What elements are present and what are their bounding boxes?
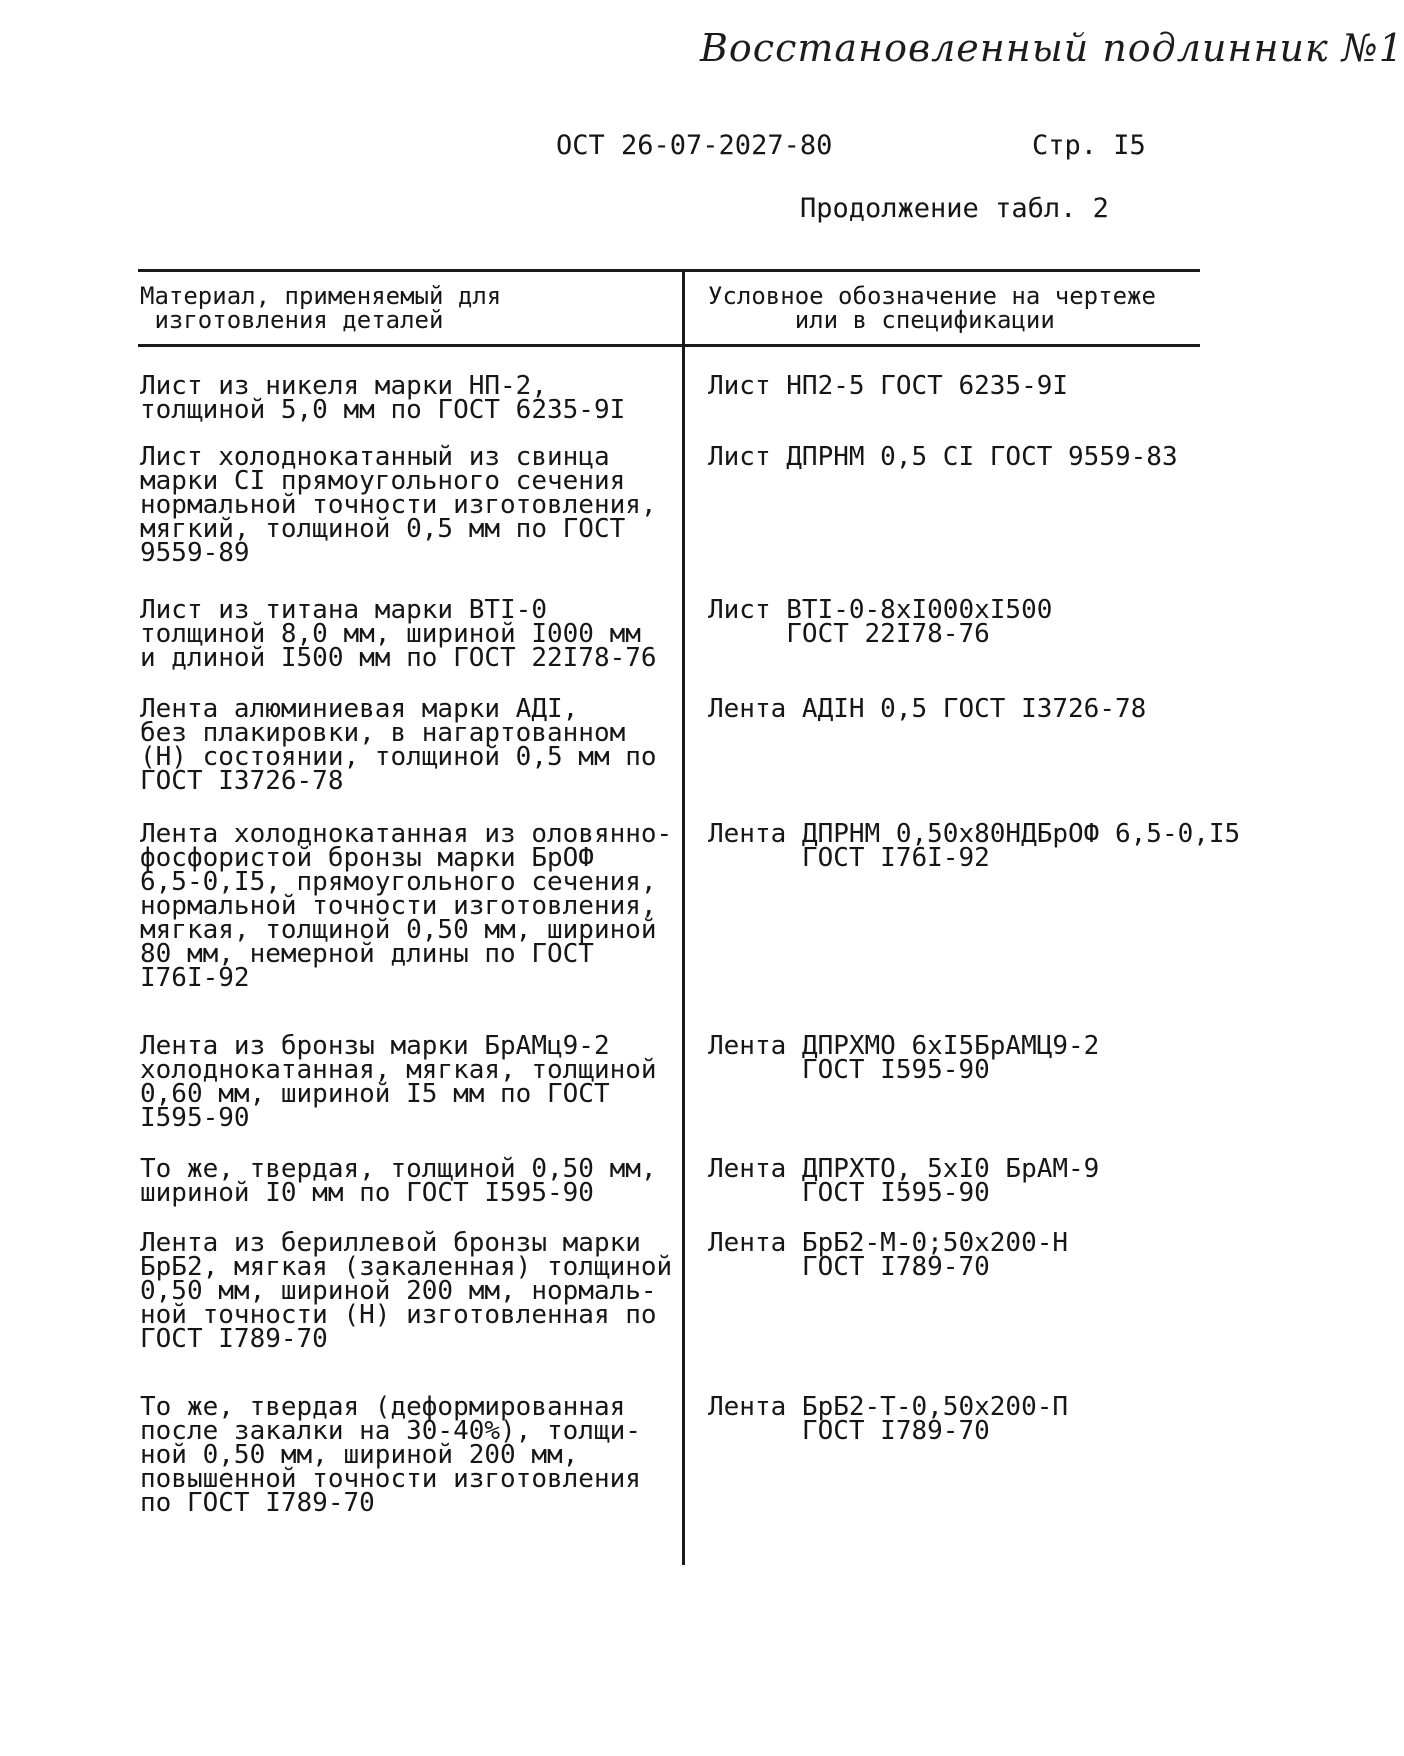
standard-number: ОСТ 26-07-2027-80 (556, 130, 833, 161)
material-cell: Лента алюминиевая марки АДI, без плакировки, в нагартованном (Н) состоянии, толщиной 0,5 мм по ГОСТ I3726-78 (140, 694, 657, 796)
material-cell: Лента холоднокатанная из оловянно- фосфористой бронзы марки БрОФ 6,5-0,I5, прямоугольного сечения, нормальной точности изготовления, мягкая, толщиной 0,50 мм, шириной 80 мм, немерной длины по ГОСТ I76I-92 (140, 819, 673, 993)
designation-cell: Лист ВТI-0-8хI000хI500 ГОСТ 22I78-76 (708, 595, 1053, 649)
designation-cell: Лента АДIН 0,5 ГОСТ I3726-78 (708, 694, 1147, 724)
handwritten-note: Восстановленный подлинник №1 (700, 26, 1404, 70)
table-header-rule (138, 344, 1200, 347)
material-cell: Лист из титана марки ВТI-0 толщиной 8,0 мм, шириной I000 мм и длиной I500 мм по ГОСТ 22I78-76 (140, 595, 657, 673)
table-column-divider (682, 269, 685, 1565)
table-top-rule (138, 269, 1200, 272)
material-cell: Лента из бронзы марки БрАМц9-2 холоднокатанная, мягкая, толщиной 0,60 мм, шириной I5 мм по ГОСТ I595-90 (140, 1031, 657, 1133)
designation-cell: Лист НП2-5 ГОСТ 6235-9I (708, 371, 1069, 401)
table-continuation-caption: Продолжение табл. 2 (800, 193, 1109, 224)
designation-cell: Лента ДПРХМО 6хI5БрАМЦ9-2 ГОСТ I595-90 (708, 1031, 1100, 1085)
material-cell: То же, твердая, толщиной 0,50 мм, шириной I0 мм по ГОСТ I595-90 (140, 1154, 657, 1208)
column-header-material: Материал, применяемый для изготовления деталей (140, 282, 502, 334)
page-number: Стр. I5 (1032, 130, 1146, 161)
column-header-designation: Условное обозначение на чертеже или в спецификации (708, 282, 1156, 334)
designation-cell: Лента ДПРНМ 0,50х80НДБрОФ 6,5-0,I5 ГОСТ I76I-92 (708, 819, 1241, 873)
material-cell: То же, твердая (деформированная после закалки на 30-40%), толщи- ной 0,50 мм, шириной 200 мм, повышенной точности изготовления по ГОСТ I789-70 (140, 1392, 641, 1518)
material-cell: Лента из бериллевой бронзы марки БрБ2, мягкая (закаленная) толщиной 0,50 мм, шириной 200 мм, нормаль- ной точности (Н) изготовленная по ГОСТ I789-70 (140, 1228, 673, 1354)
material-cell: Лист холоднокатанный из свинца марки CI прямоугольного сечения нормальной точности изготовления, мягкий, толщиной 0,5 мм по ГОСТ 9559-89 (140, 442, 657, 568)
designation-cell: Лента БрБ2-М-0;50х200-Н ГОСТ I789-70 (708, 1228, 1069, 1282)
material-cell: Лист из никеля марки НП-2, толщиной 5,0 мм по ГОСТ 6235-9I (140, 371, 626, 425)
designation-cell: Лист ДПРНМ 0,5 CI ГОСТ 9559-83 (708, 442, 1178, 472)
designation-cell: Лента ДПРХТО, 5хI0 БрАМ-9 ГОСТ I595-90 (708, 1154, 1100, 1208)
designation-cell: Лента БрБ2-Т-0,50х200-П ГОСТ I789-70 (708, 1392, 1069, 1446)
